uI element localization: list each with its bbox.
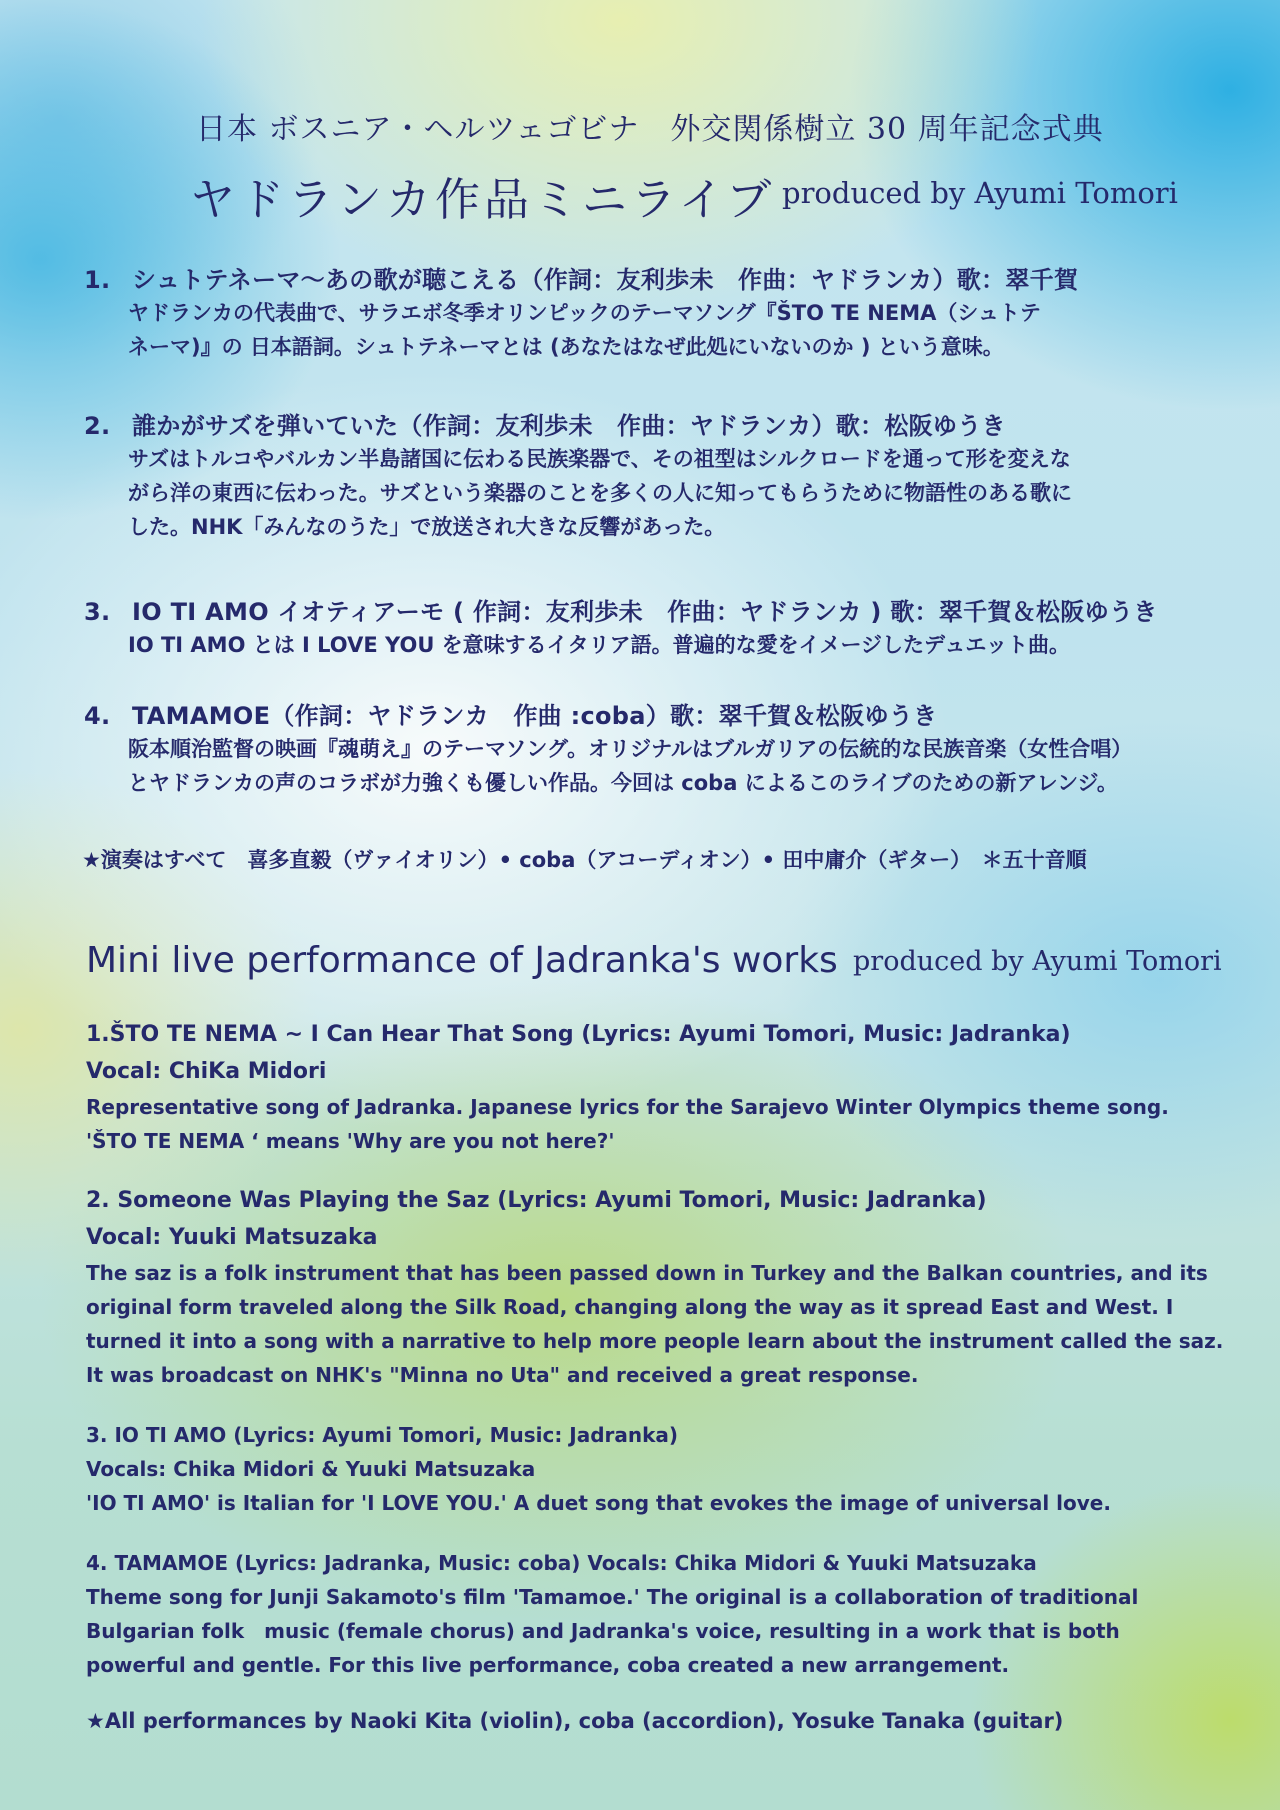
en-song-description-line: powerful and gentle. For this live performance, coba created a new arrangement. bbox=[86, 1653, 1010, 1677]
jp-song-number: 3. bbox=[84, 598, 111, 626]
jp-song-description-line: ヤドランカの代表曲で、サラエボ冬季オリンピックのテーマソング『ŠTO TE NEMA（シュトテ bbox=[128, 301, 1041, 325]
en-song-heading: 2. Someone Was Playing the Saz (Lyrics: Ayumi Tomori, Music: Jadranka) bbox=[86, 1188, 987, 1213]
en-song-description-line: 'IO TI AMO' is Italian for 'I LOVE YOU.' A duet song that evokes the image of universal love. bbox=[86, 1491, 1111, 1515]
en-song-description-line: It was broadcast on NHK's "Minna no Uta" and received a great response. bbox=[86, 1363, 919, 1387]
jp-song-description-line: サズはトルコやバルカン半島諸国に伝わる民族楽器で、その祖型はシルクロードを通って形を変えな bbox=[128, 447, 1071, 471]
jp-song-number: 2. bbox=[84, 412, 111, 440]
en-song-heading: 4. TAMAMOE (Lyrics: Jadranka, Music: coba) Vocals: Chika Midori & Yuuki Matsuzaka bbox=[86, 1551, 1037, 1575]
en-song-4 bbox=[86, 1546, 1246, 1682]
en-song-description-line: turned it into a song with a narrative to help more people learn about the instrument called the saz. bbox=[86, 1329, 1224, 1353]
jp-song-1 bbox=[84, 264, 1244, 364]
en-producer-credit: produced by Ayumi Tomori bbox=[853, 946, 1222, 977]
jp-song-title: TAMAMOE（作詞：ヤドランカ 作曲 :coba）歌：翠千賀＆松阪ゆうき bbox=[132, 702, 938, 730]
en-song-3 bbox=[86, 1418, 1246, 1520]
en-song-heading: 3. IO TI AMO (Lyrics: Ayumi Tomori, Music: Jadranka) bbox=[86, 1423, 679, 1447]
en-song-description-line: The saz is a folk instrument that has been passed down in Turkey and the Balkan countries, and its bbox=[86, 1261, 1208, 1285]
jp-song-number: 1. bbox=[84, 266, 111, 294]
jp-song-description-line: した。NHK「みんなのうた」で放送され大きな反響があった。 bbox=[128, 515, 726, 539]
jp-song-2 bbox=[84, 410, 1244, 544]
en-song-description-line: Representative song of Jadranka. Japanese lyrics for the Sarajevo Winter Olympics theme song. bbox=[86, 1095, 1169, 1119]
en-song-description-line: 'ŠTO TE NEMA ‘ means 'Why are you not here?' bbox=[86, 1129, 615, 1153]
jp-song-3 bbox=[84, 596, 1244, 662]
jp-song-title: 誰かがサズを弾いていた（作詞：友利歩未 作曲：ヤドランカ）歌：松阪ゆうき bbox=[132, 412, 1006, 440]
en-song-vocal: Vocals: Chika Midori & Yuuki Matsuzaka bbox=[86, 1457, 536, 1481]
jp-performers-note: ★演奏はすべて 喜多直毅（ヴァイオリン）• coba（アコーディオン）• 田中庸介（ギター） ＊五十音順 bbox=[82, 848, 1087, 872]
jp-producer-credit: produced by Ayumi Tomori bbox=[782, 176, 1178, 210]
jp-song-description-line: ネーマ)』の 日本語詞。シュトテネーマとは (あなたはなぜ此処にいないのか ) という意味。 bbox=[128, 335, 1004, 359]
en-performers-note: ★All performances by Naoki Kita (violin), coba (accordion), Yosuke Tanaka (guitar) bbox=[86, 1709, 1064, 1733]
en-song-heading: 1.ŠTO TE NEMA ~ I Can Hear That Song (Lyrics: Ayumi Tomori, Music: Jadranka) bbox=[86, 1022, 1071, 1047]
jp-song-4 bbox=[84, 700, 1244, 800]
jp-event-header: 日本 ボスニア・ヘルツェゴビナ 外交関係樹立 30 周年記念式典 bbox=[196, 112, 1104, 147]
en-page-title: Mini live performance of Jadranka's works bbox=[86, 940, 838, 981]
jp-song-description-line: IO TI AMO とは I LOVE YOU を意味するイタリア語。普遍的な愛をイメージしたデュエット曲。 bbox=[128, 633, 1070, 657]
jp-song-title: IO TI AMO イオティアーモ ( 作詞：友利歩未 作曲：ヤドランカ ) 歌：翠千賀＆松阪ゆうき bbox=[132, 598, 1158, 626]
jp-song-heading bbox=[84, 700, 1244, 732]
jp-song-heading bbox=[84, 596, 1244, 628]
en-song-vocal: Vocal: Yuuki Matsuzaka bbox=[86, 1225, 378, 1250]
jp-page-title: ヤドランカ作品ミニライブ bbox=[190, 173, 776, 226]
jp-song-heading bbox=[84, 264, 1244, 296]
en-song-2 bbox=[86, 1182, 1246, 1392]
en-song-description-line: Theme song for Junji Sakamoto's film 'Tamamoe.' The original is a collaboration of traditional bbox=[86, 1585, 1139, 1609]
jp-song-number: 4. bbox=[84, 702, 111, 730]
jp-song-description-line: がら洋の東西に伝わった。サズという楽器のことを多くの人に知ってもらうために物語性のある歌に bbox=[128, 481, 1072, 505]
en-song-description-line: original form traveled along the Silk Road, changing along the way as it spread East and West. I bbox=[86, 1295, 1174, 1319]
jp-song-description-line: 阪本順治監督の映画『魂萌え』のテーマソング。オリジナルはブルガリアの伝統的な民族音楽（女性合唱） bbox=[128, 737, 1133, 761]
jp-song-description-line: とヤドランカの声のコラボが力強くも優しい作品。今回は coba によるこのライブのための新アレンジ。 bbox=[128, 771, 1118, 795]
en-song-vocal: Vocal: ChiKa Midori bbox=[86, 1059, 327, 1084]
en-song-1 bbox=[86, 1016, 1246, 1158]
jp-song-title: シュトテネーマ〜あの歌が聴こえる（作詞：友利歩未 作曲：ヤドランカ）歌：翠千賀 bbox=[132, 266, 1079, 294]
jp-song-heading bbox=[84, 410, 1244, 442]
en-song-description-line: Bulgarian folk music (female chorus) and Jadranka's voice, resulting in a work that is both bbox=[86, 1619, 1120, 1643]
